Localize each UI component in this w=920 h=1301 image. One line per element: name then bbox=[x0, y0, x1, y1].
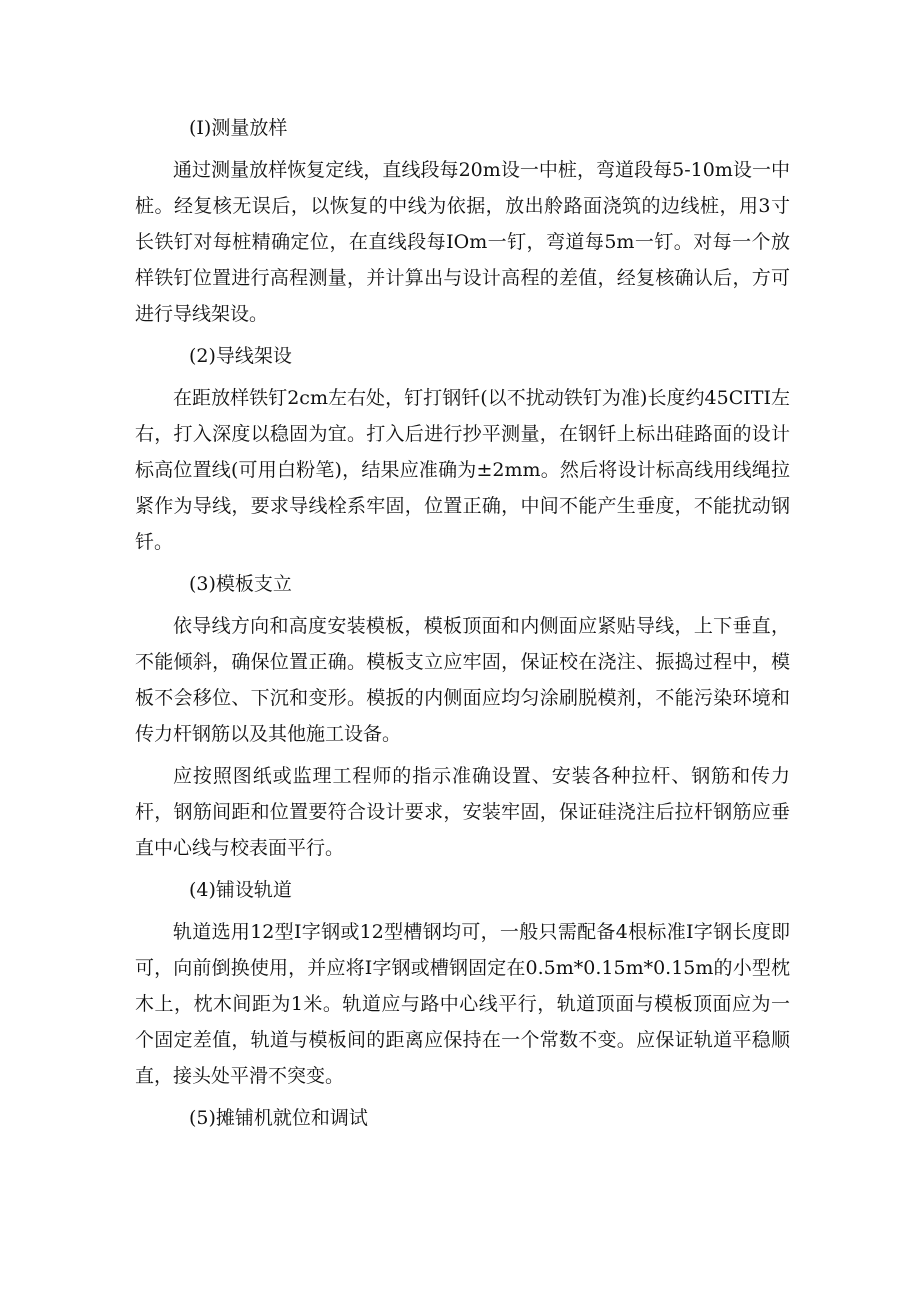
document-body bbox=[135, 110, 790, 1136]
section-heading-3: (3)模板支立 bbox=[189, 573, 292, 595]
section-4-paragraph-1: 轨道选用12型I字钢或12型槽钢均可，一般只需配备4根标准I字钢长度即可，向前倒换使用，并应将I字钢或槽钢固定在0.5m*0.15m*0.15m的小型枕木上，枕木间距为1米。轨道应与路中心线平行，轨道顶面与模板顶面应为一个固定差值，轨道与模板间的距离应保持在一个常数不变。应保证轨道平稳顺直，接头处平滑不突变。 bbox=[135, 921, 790, 1087]
section-heading-4: (4)铺设轨道 bbox=[189, 879, 292, 901]
section-heading-1: (I)测量放样 bbox=[189, 117, 288, 139]
section-heading-2: (2)导线架设 bbox=[189, 345, 292, 367]
section-3-paragraph-1: 依导线方向和高度安装模板，模板顶面和内侧面应紧贴导线，上下垂直，不能倾斜，确保位置正确。模板支立应牢固，保证校在浇注、振捣过程中，模板不会移位、下沉和变形。模扳的内侧面应均匀涂刷脱模剂，不能污染环境和传力杆钢筋以及其他施工设备。 bbox=[135, 615, 790, 745]
section-3-paragraph-2: 应按照图纸或监理工程师的指示准确设置、安装各种拉杆、钢筋和传力杆，钢筋间距和位置要符合设计要求，安装牢固，保证硅浇注后拉杆钢筋应垂直中心线与校表面平行。 bbox=[135, 765, 790, 859]
section-1-paragraph-1: 通过测量放样恢复定线，直线段每20m设一中桩，弯道段每5-10m设一中桩。经复核无误后，以恢复的中线为依据，放出舲路面浇筑的边线桩，用3寸长铁钉对每桩精确定位，在直线段每IOm一钉，弯道每5m一钉。对每一个放样铁钉位置进行高程测量，并计算出与设计高程的差值，经复核确认后，方可进行导线架设。 bbox=[135, 159, 790, 325]
section-2-paragraph-1: 在距放样铁钉2cm左右处，钉打钢钎(以不扰动铁钉为准)长度约45CITI左右，打入深度以稳固为宜。打入后进行抄平测量，在钢钎上标出硅路面的设计标高位置线(可用白粉笔)，结果应准确为±2mm。然后将设计标高线用线绳拉紧作为导线，要求导线栓系牢固，位置正确，中间不能产生垂度，不能扰动钢钎。 bbox=[135, 387, 790, 553]
section-heading-5: (5)摊铺机就位和调试 bbox=[189, 1107, 368, 1129]
